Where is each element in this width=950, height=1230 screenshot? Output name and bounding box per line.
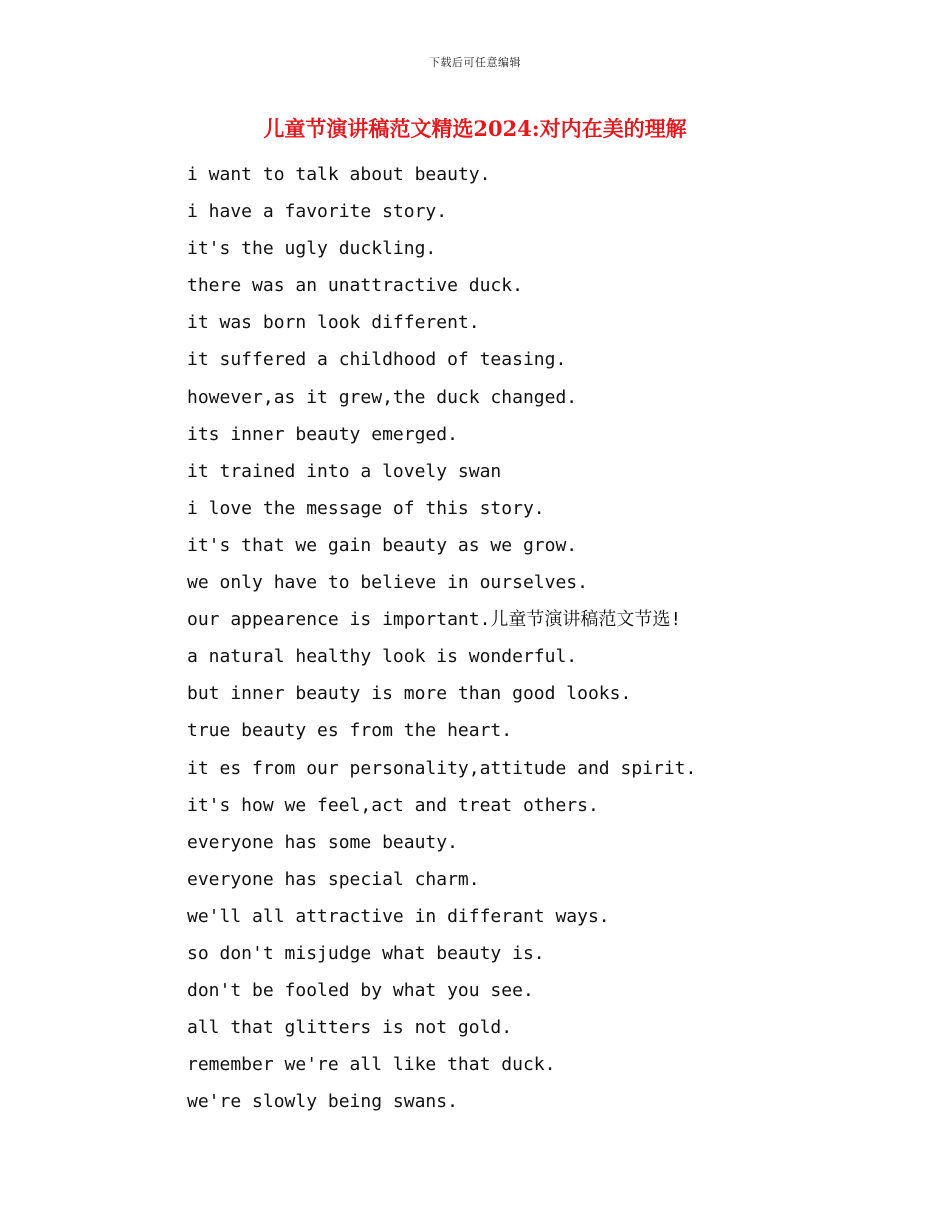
text-line: its inner beauty emerged.	[187, 423, 458, 445]
text-line: it trained into a lovely swan	[187, 460, 502, 482]
text-line: so don't misjudge what beauty is.	[187, 942, 545, 964]
text-line: a natural healthy look is wonderful.	[187, 646, 578, 668]
text-line: i love the message of this story.	[187, 497, 545, 519]
text-line: but inner beauty is more than good looks.	[187, 683, 632, 705]
text-line: everyone has special charm.	[187, 868, 480, 890]
header-note: 下载后可任意编辑	[429, 56, 521, 69]
text-line: however,as it grew,the duck changed.	[187, 386, 578, 408]
text-line: it was born look different.	[187, 312, 480, 334]
text-line: it's the ugly duckling.	[187, 238, 437, 260]
text-line: everyone has some beauty.	[187, 831, 458, 853]
document-title: 儿童节演讲稿范文精选2024:对内在美的理解	[263, 116, 687, 141]
text-line: we're slowly being swans.	[187, 1091, 458, 1113]
text-line: i want to talk about beauty.	[187, 164, 491, 185]
text-line: it es from our personality,attitude and spirit.	[187, 757, 697, 779]
text-line: there was an unattractive duck.	[187, 275, 523, 297]
text-line: remember we're all like that duck.	[187, 1054, 556, 1076]
text-line: i have a favorite story.	[187, 201, 448, 223]
text-line: don't be fooled by what you see.	[187, 980, 534, 1002]
text-line: we only have to believe in ourselves.	[187, 572, 588, 594]
text-line: it's how we feel,act and treat others.	[187, 794, 599, 816]
text-line: it suffered a childhood of teasing.	[187, 349, 567, 371]
text-line: true beauty es from the heart.	[187, 720, 513, 742]
text-line: we'll all attractive in differant ways.	[187, 905, 610, 927]
body-text	[187, 161, 910, 1125]
text-line: all that glitters is not gold.	[187, 1017, 513, 1039]
text-line: our appearence is important.儿童节演讲稿范文节选!	[187, 609, 682, 631]
text-line: it's that we gain beauty as we grow.	[187, 534, 578, 556]
